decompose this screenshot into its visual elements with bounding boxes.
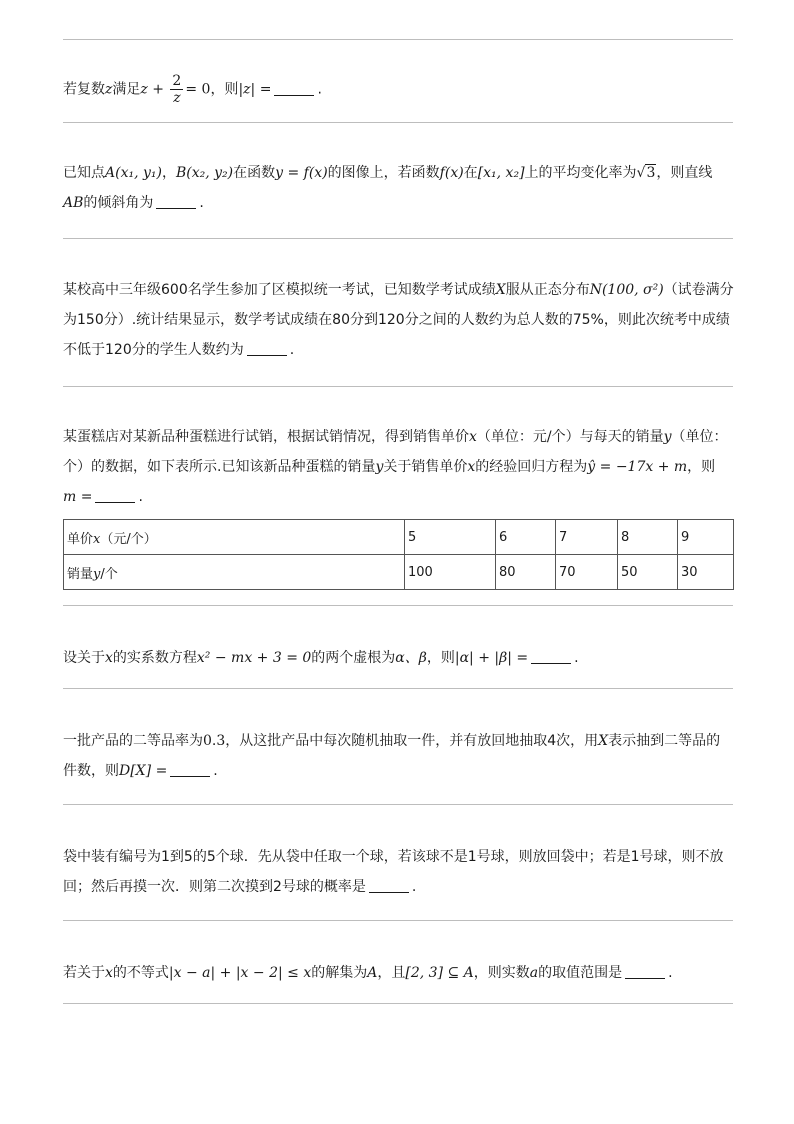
divider [63, 688, 733, 689]
divider [63, 122, 733, 123]
question-4: 某蛋糕店对某新品种蛋糕进行试销，根据试销情况，得到销售单价x（单位：元/个）与每天的销量y（单位： 个）的数据，如下表所示.已知该新品种蛋糕的销量y关于销售单价x的经验回归方程为ŷ = −17x + m，则 m = . [63, 429, 728, 505]
table-cell: 5 [405, 520, 496, 555]
table-cell: 6 [496, 520, 556, 555]
question-2: 已知点A(x₁, y₁)，B(x₂, y₂)在函数y = f(x)的图像上，若函数f(x)在[x₁, x₂]上的平均变化率为√3，则直线 AB的倾斜角为 . [63, 165, 713, 211]
table-cell: 7 [556, 520, 618, 555]
answer-blank[interactable] [369, 878, 409, 893]
question-1: 若复数z满足z + $\frac{2}{z}$ = 0，则|z| = . [63, 73, 322, 106]
divider [63, 386, 733, 387]
answer-blank[interactable] [170, 762, 210, 777]
divider [63, 39, 733, 40]
table-cell: 8 [618, 520, 678, 555]
divider [63, 804, 733, 805]
table-row [64, 555, 734, 590]
table-cell: 80 [496, 555, 556, 590]
question-5: 设关于x的实系数方程x² − mx + 3 = 0的两个虚根为α、β，则|α| + |β| = . [63, 650, 579, 666]
answer-blank[interactable] [247, 341, 287, 356]
question-6: 一批产品的二等品率为0.3，从这批产品中每次随机抽取一件，并有放回地抽取4次，用X表示抽到二等品的 件数，则D[X] = . [63, 733, 721, 779]
answer-blank[interactable] [156, 194, 196, 209]
fraction: $\frac{2}{z}$ [172, 73, 182, 106]
row-label: 销量y/个 [64, 555, 405, 590]
divider [63, 238, 733, 239]
divider [63, 920, 733, 921]
answer-blank[interactable] [625, 964, 665, 979]
answer-blank[interactable] [274, 81, 314, 96]
divider [63, 1003, 733, 1004]
table-row [64, 520, 734, 555]
table-cell: 9 [678, 520, 734, 555]
question-7: 袋中装有编号为1到5的5个球．先从袋中任取一个球，若该球不是1号球，则放回袋中；若是1号球，则不放 回；然后再摸一次．则第二次摸到2号球的概率是 . [63, 849, 724, 895]
table-cell: 100 [405, 555, 496, 590]
question-3: 某校高中三年级600名学生参加了区模拟统一考试，已知数学考试成绩X服从正态分布N(100, σ²)（试卷满分 为150分）.统计结果显示，数学考试成绩在80分到120分之间的人数约为总人数的75%，则此次统考中成绩 不低于120分的学生人数约为 . [63, 282, 734, 358]
question-8: 若关于x的不等式|x − a| + |x − 2| ≤ x的解集为A，且[2, 3] ⊆ A，则实数a的取值范围是 . [63, 965, 673, 981]
table-cell: 50 [618, 555, 678, 590]
price-sales-table [63, 519, 734, 590]
divider [63, 605, 733, 606]
row-label: 单价x（元/个） [64, 520, 405, 555]
answer-blank[interactable] [531, 649, 571, 664]
table-cell: 30 [678, 555, 734, 590]
table-cell: 70 [556, 555, 618, 590]
answer-blank[interactable] [95, 488, 135, 503]
